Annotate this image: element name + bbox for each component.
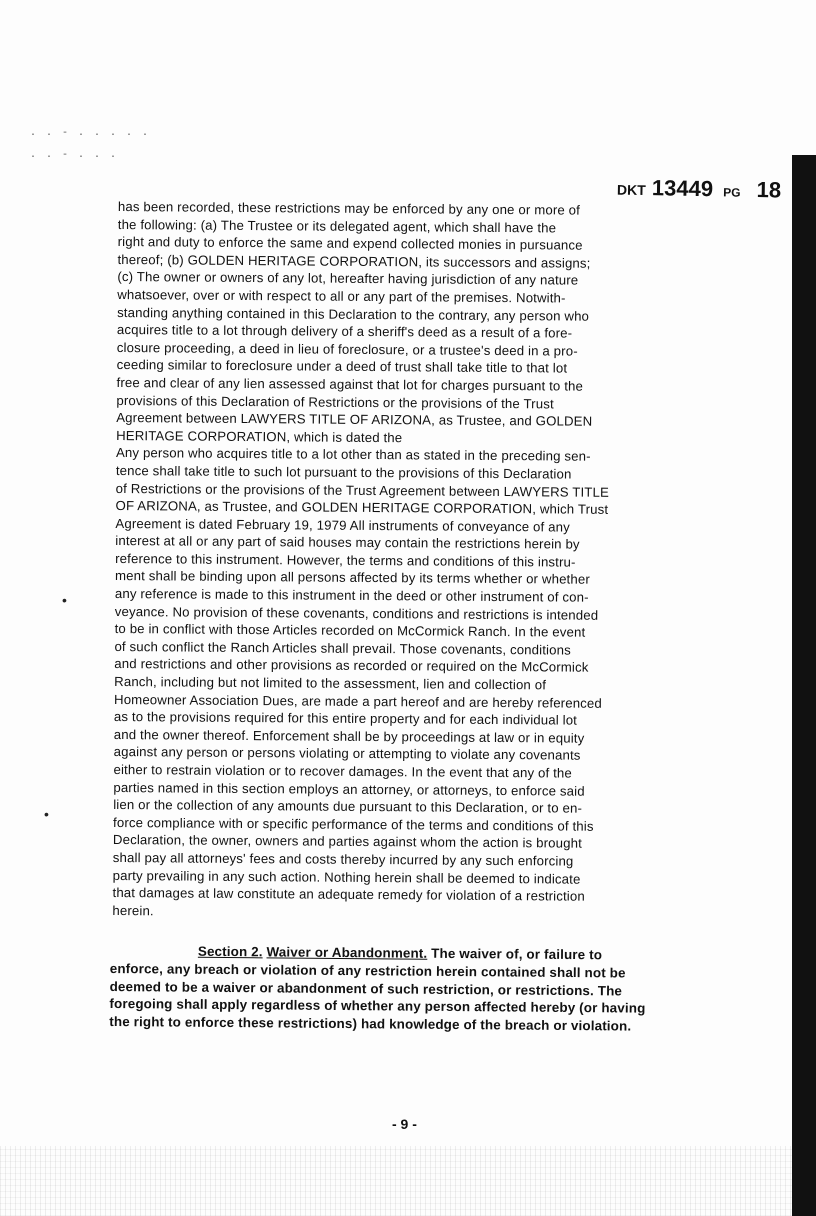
- body-line: and restrictions and other provisions as recorded or required on the McCormick: [114, 656, 589, 676]
- section-number: Section 2.: [197, 943, 263, 960]
- section-line-0: The waiver of, or failure to: [431, 945, 603, 963]
- body-line: closure proceeding, a deed in lieu of foreclosure, or a trustee's deed in a pro-: [116, 339, 578, 359]
- body-line: right and duty to enforce the same and expend collected monies in pursuance: [117, 234, 583, 253]
- body-line: Agreement is dated February 19, 1979 All instruments of conveyance of any: [115, 515, 570, 535]
- body-line: herein.: [112, 902, 154, 919]
- body-line: ceeding similar to foreclosure under a deed of trust shall take title to that lot: [116, 357, 568, 376]
- body-line: free and clear of any lien assessed against that lot for charges pursuant to the: [116, 374, 584, 394]
- body-line: tence shall take title to such lot pursuant to the provisions of this Declaration: [115, 462, 572, 482]
- body-line: party prevailing in any such action. Nothing herein shall be deemed to indicate: [112, 867, 581, 887]
- body-line: lien or the collection of any amounts due pursuant to this Declaration, or to en-: [113, 797, 583, 816]
- scan-artifact: . . - . . .: [30, 150, 119, 161]
- body-line: of Restrictions or the provisions of the Trust Agreement between LAWYERS TITLE: [115, 480, 610, 500]
- section-heading: Waiver or Abandonment.: [266, 944, 428, 961]
- section-line: enforce, any breach or violation of any restriction herein contained shall not be: [109, 960, 626, 981]
- margin-mark: •: [62, 592, 67, 608]
- body-line: veyance. No provision of these covenants, conditions and restrictions is intended: [114, 603, 599, 623]
- body-line: Agreement between LAWYERS TITLE OF ARIZONA, as Trustee, and GOLDEN: [116, 410, 593, 429]
- stamp-page: 18: [756, 177, 782, 203]
- body-line: OF ARIZONA, as Trustee, and GOLDEN HERITAGE CORPORATION, which Trust: [115, 498, 609, 517]
- stamp-prefix: DKT: [616, 181, 646, 199]
- body-line: (c) The owner or owners of any lot, hereafter having jurisdiction of any nature: [117, 269, 579, 288]
- section-2-block: [109, 942, 740, 1036]
- body-line: whatsoever, over or with respect to all or any part of the premises. Notwith-: [117, 286, 566, 306]
- page-number: - 9 -: [392, 1116, 417, 1132]
- section-line: the right to enforce these restrictions) had knowledge of the breach or violation.: [109, 1014, 632, 1034]
- section-line: deemed to be a waiver or abandonment of such restriction, or restrictions. The: [109, 978, 623, 999]
- body-line: HERITAGE CORPORATION, which is dated the: [116, 427, 403, 445]
- body-line: Ranch, including but not limited to the assessment, lien and collection of: [114, 674, 547, 693]
- scan-border: [792, 155, 816, 1216]
- body-line: thereof; (b) GOLDEN HERITAGE CORPORATION, its successors and assigns;: [117, 251, 591, 271]
- body-line: any reference is made to this instrument in the deed or other instrument of con-: [114, 586, 589, 605]
- section-line: foregoing shall apply regardless of whether any person affected hereby (or having: [109, 996, 646, 1017]
- stamp-pc: PG: [723, 185, 741, 200]
- body-line: shall pay all attorneys' fees and costs thereby incurred by any such enforcing: [112, 849, 574, 869]
- body-line: interest at all or any part of said houses may contain the restrictions herein by: [115, 533, 580, 552]
- stamp-number: 13449: [651, 175, 714, 202]
- body-line: Declaration, the owner, owners and parties against whom the action is brought: [112, 832, 582, 852]
- body-line: as to the provisions required for this entire property and for each individual lot: [113, 709, 578, 728]
- margin-mark: •: [44, 806, 49, 822]
- body-line: has been recorded, these restrictions may be enforced by any one or more of: [117, 198, 581, 218]
- body-line: provisions of this Declaration of Restrictions or the provisions of the Trust: [116, 392, 554, 411]
- body-line: against any person or persons violating or attempting to violate any covenants: [113, 744, 581, 764]
- body-line: standing anything contained in this Declaration to the contrary, any person who: [117, 304, 590, 324]
- body-line: to be in conflict with those Articles recorded on McCormick Ranch. In the event: [114, 621, 586, 640]
- body-line: the following: (a) The Trustee or its delegated agent, which shall have the: [117, 216, 557, 236]
- body-line: and the owner thereof. Enforcement shall be by proceedings at law or in equity: [113, 726, 585, 746]
- body-line: acquires title to a lot through delivery of a sheriff's deed as a result of a fore-: [116, 322, 573, 341]
- body-line: ment shall be binding upon all persons affected by its terms whether or whether: [114, 568, 590, 588]
- body-line: force compliance with or specific performance of the terms and conditions of this: [113, 814, 594, 834]
- body-line: Homeowner Association Dues, are made a part hereof and are hereby referenced: [114, 691, 602, 711]
- body-line: parties named in this section employs an attorney, or attorneys, to enforce said: [113, 779, 585, 799]
- recording-stamp: [617, 175, 782, 204]
- declaration-body-text: [112, 198, 738, 924]
- scan-noise: [0, 1146, 792, 1216]
- body-line: that damages at law constitute an adequate remedy for violation of a restriction: [112, 885, 585, 904]
- body-line: of such conflict the Ranch Articles shall prevail. Those covenants, conditions: [114, 638, 571, 658]
- body-line: reference to this instrument. However, the terms and conditions of this instru-: [115, 550, 576, 570]
- body-line: either to restrain violation or to recover damages. In the event that any of the: [113, 761, 572, 781]
- scan-artifact: . . - . . . . .: [30, 128, 151, 139]
- body-line: Any person who acquires title to a lot other than as stated in the preceding sen-: [115, 445, 591, 465]
